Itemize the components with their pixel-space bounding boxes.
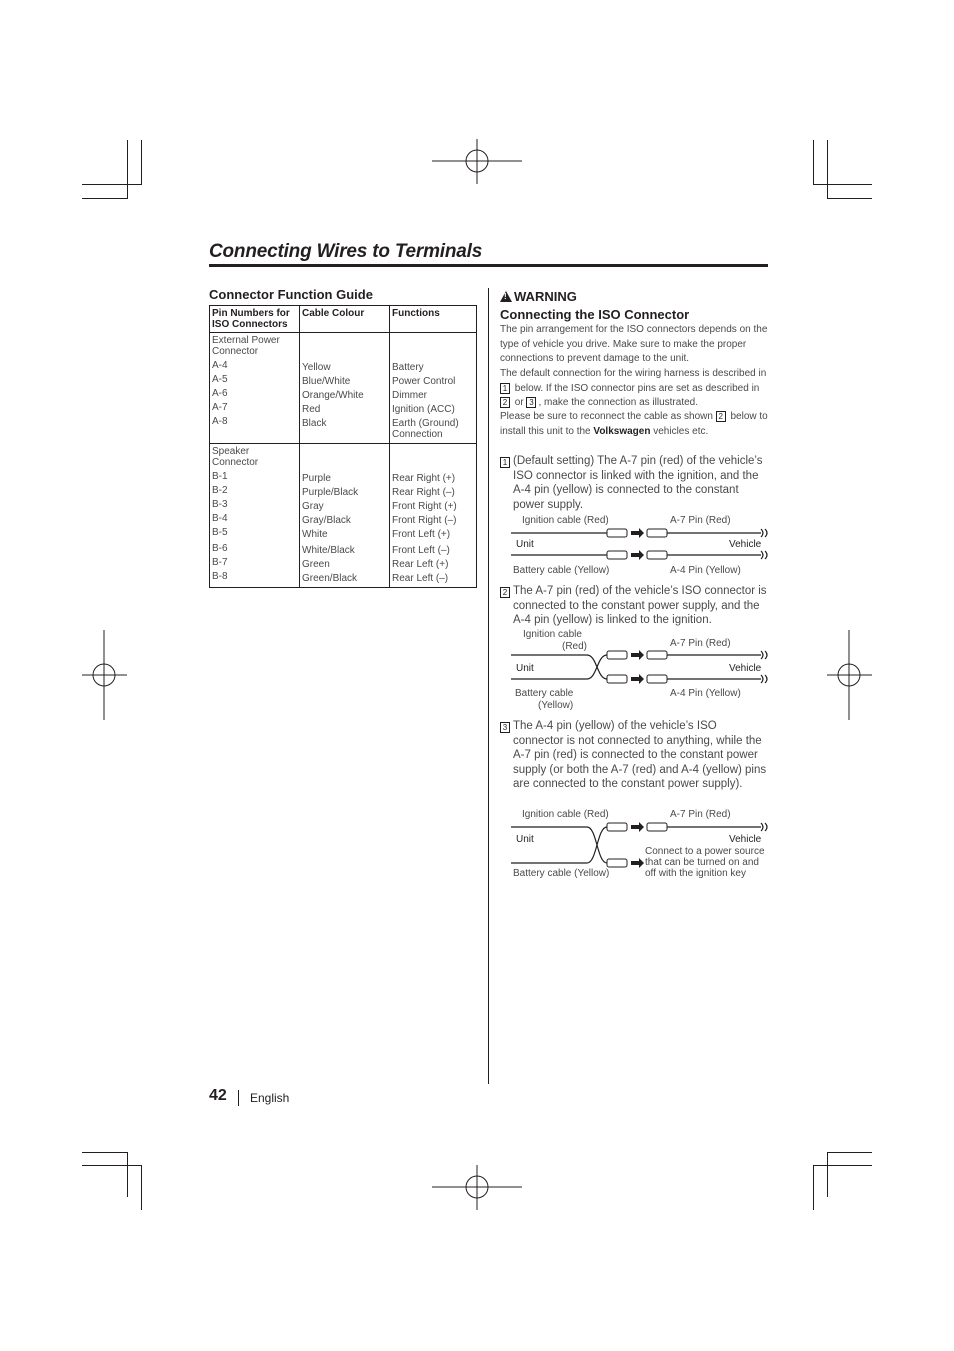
list-item xyxy=(500,719,768,792)
function-cell: Battery xyxy=(392,362,424,373)
warning-text: WARNING xyxy=(514,289,577,304)
function-cell: Rear Left (+) xyxy=(392,559,449,570)
pin-cell: B-6 xyxy=(212,543,228,554)
item-number: 2 xyxy=(500,587,510,598)
brand-name: Volkswagen xyxy=(593,425,651,437)
pin-cell: A-8 xyxy=(212,416,228,427)
header-functions: Functions xyxy=(390,306,477,333)
pin-cell: B-3 xyxy=(212,499,228,510)
diagram-label: Vehicle xyxy=(729,539,762,550)
pin-cell: B-8 xyxy=(212,571,228,582)
diagram-label: Unit xyxy=(516,663,534,674)
diagram-label: A-7 Pin (Red) xyxy=(670,515,731,526)
colour-cell: Black xyxy=(302,418,327,429)
function-cell: Power Control xyxy=(392,376,456,387)
colour-cell: Orange/White xyxy=(302,390,364,401)
colour-cell: Blue/White xyxy=(302,376,351,387)
function-cell: Front Left (+) xyxy=(392,529,451,540)
function-cell: Rear Right (+) xyxy=(392,473,456,484)
diagram-label: A-4 Pin (Yellow) xyxy=(670,565,741,576)
diagram-label: Ignition cable (Red) xyxy=(522,515,609,526)
page-number: 42 xyxy=(209,1087,227,1104)
function-cell: Front Left (–) xyxy=(392,545,450,556)
warning-paragraph-1: The pin arrangement for the ISO connectors depends on the type of vehicle you drive. Make sure to make the proper connections to prevent damage to the unit. xyxy=(500,324,768,365)
diagram-label: A-7 Pin (Red) xyxy=(670,809,731,820)
pin-cell: A-5 xyxy=(212,374,228,385)
diagram-label: that can be turned on and xyxy=(645,857,759,868)
pin-cell: B-1 xyxy=(212,471,228,482)
footer-divider xyxy=(238,1090,239,1106)
function-cell: Dimmer xyxy=(392,390,427,401)
pin-cell: B-5 xyxy=(212,527,228,538)
function-cell: Rear Right (–) xyxy=(392,487,455,498)
diagram-label: (Red) xyxy=(562,641,588,652)
pin-cell: A-6 xyxy=(212,388,228,399)
colour-cell: Purple/Black xyxy=(302,487,359,498)
diagram-label: off with the ignition key xyxy=(645,868,746,879)
function-cell: Front Right (–) xyxy=(392,515,457,526)
colour-cell: Purple xyxy=(302,473,331,484)
page-title: Connecting Wires to Terminals xyxy=(209,241,483,262)
item-text: The A-4 pin (yellow) of the vehicle’s ISO connector is not connected to anything, while the A-7 pin (red) is connected to the constant power supply (or both the A-7 (red) and A-4 (yellow) pins are connected to the constant power supply). xyxy=(513,720,767,791)
function-cell: Earth (Ground) Connection xyxy=(392,418,459,440)
ref-box: 3 xyxy=(526,397,536,408)
colour-cell: Red xyxy=(302,404,321,415)
table-row xyxy=(210,444,477,588)
colour-cell: White/Black xyxy=(302,545,355,556)
diagram-label: A-4 Pin (Yellow) xyxy=(670,688,741,699)
colour-cell: Gray/Black xyxy=(302,515,351,526)
warning-paragraph-2: The default connection for the wiring harness is described in 1 below. If the ISO connector pins are set as described in 2 or 3 , make the connection as illustrated. xyxy=(500,368,767,409)
diagram-label: Battery cable (Yellow) xyxy=(513,565,610,576)
diagram-label: Ignition cable xyxy=(523,629,582,640)
pin-cell: B-2 xyxy=(212,485,228,496)
item-text: (Default setting) The A-7 pin (red) of the vehicle’s ISO connector is linked with the ignition, and the A-4 pin (yellow) is connected to the constant power supply. xyxy=(513,455,763,511)
group-name: Speaker Connector xyxy=(212,446,259,468)
group-name: External Power Connector xyxy=(212,335,280,357)
pin-cell: B-4 xyxy=(212,513,228,524)
table-row xyxy=(210,333,477,444)
wiring-diagram-2 xyxy=(505,648,771,690)
item-number: 3 xyxy=(500,722,510,733)
colour-cell: Green xyxy=(302,559,330,570)
diagram-label: Vehicle xyxy=(729,834,762,845)
warning-paragraph-3: Please be sure to reconnect the cable as shown 2 below to install this unit to the Volkswagen vehicles etc. xyxy=(500,411,768,437)
colour-cell: Gray xyxy=(302,501,324,512)
diagram-label: Ignition cable (Red) xyxy=(522,809,609,820)
wiring-diagram-3 xyxy=(505,819,771,867)
title-rule xyxy=(209,264,768,267)
ref-box: 1 xyxy=(500,383,510,394)
warning-icon xyxy=(500,291,512,302)
function-cell: Ignition (ACC) xyxy=(392,404,455,415)
diagram-label: Unit xyxy=(516,539,534,550)
colour-cell: Yellow xyxy=(302,362,331,373)
diagram-label: Connect to a power source xyxy=(645,846,765,857)
wiring-diagram-1 xyxy=(505,524,771,564)
colour-cell: Green/Black xyxy=(302,573,358,584)
warning-label xyxy=(500,289,577,304)
table-header-row xyxy=(210,306,477,333)
diagram-label: Battery cable xyxy=(515,688,574,699)
header-pin: Pin Numbers for ISO Connectors xyxy=(210,306,300,333)
diagram-label: A-7 Pin (Red) xyxy=(670,638,731,649)
diagram-label: Battery cable (Yellow) xyxy=(513,868,610,879)
iso-heading: Connecting the ISO Connector xyxy=(500,307,690,322)
diagram-label: Vehicle xyxy=(729,663,762,674)
ref-box: 2 xyxy=(500,397,510,408)
function-cell: Rear Left (–) xyxy=(392,573,449,584)
colour-cell: White xyxy=(302,529,328,540)
item-text: The A-7 pin (red) of the vehicle’s ISO connector is connected to the constant power supply, and the A-4 pin (yellow) is linked to the ignition. xyxy=(513,585,767,627)
header-colour: Cable Colour xyxy=(300,306,390,333)
list-item xyxy=(500,454,768,512)
pin-cell: B-7 xyxy=(212,557,228,568)
item-number: 1 xyxy=(500,457,510,468)
column-divider xyxy=(488,288,489,1084)
function-cell: Front Right (+) xyxy=(392,501,457,512)
diagram-label: Unit xyxy=(516,834,534,845)
connector-guide-heading: Connector Function Guide xyxy=(209,287,373,302)
list-item xyxy=(500,584,768,628)
pin-cell: A-7 xyxy=(212,402,228,413)
page-language: English xyxy=(250,1091,290,1105)
connector-function-table xyxy=(209,305,477,588)
ref-box: 2 xyxy=(716,411,726,422)
diagram-label: (Yellow) xyxy=(538,700,574,711)
pin-cell: A-4 xyxy=(212,360,228,371)
